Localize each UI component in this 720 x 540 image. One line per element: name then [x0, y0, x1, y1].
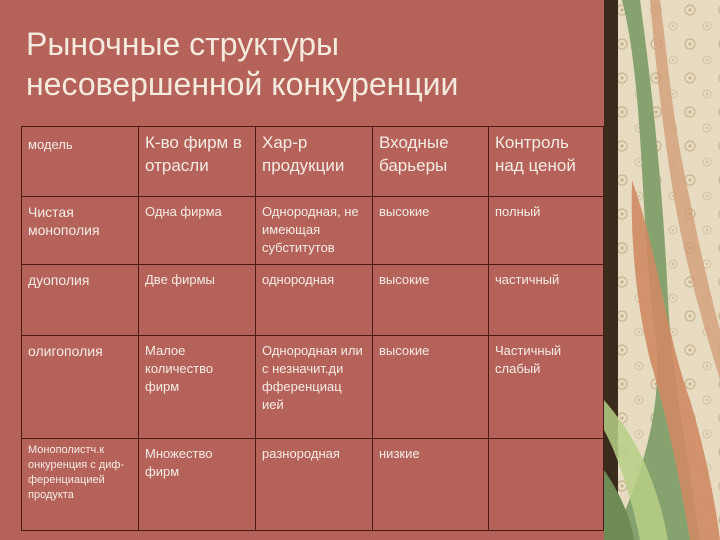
table-row [22, 336, 604, 439]
market-structures-table [21, 126, 604, 531]
table-row [22, 197, 604, 265]
header-cell: Контроль над ценой [489, 127, 604, 197]
table-cell: низкие [373, 439, 489, 531]
row-model-cell: олигополия [22, 336, 139, 439]
table-header-row [22, 127, 604, 197]
table-cell: Однородная или с незначит.ди фференциац ией [256, 336, 373, 439]
table-cell [489, 439, 604, 531]
table-cell: разнородная [256, 439, 373, 531]
header-cell: Входные барьеры [373, 127, 489, 197]
table-cell: однородная [256, 265, 373, 336]
table-row [22, 265, 604, 336]
header-cell: К-во фирм в отрасли [139, 127, 256, 197]
table-cell: Малое количество фирм [139, 336, 256, 439]
row-model-cell: Чистая монополия [22, 197, 139, 265]
title-line-1: Рыночные структуры [26, 26, 340, 62]
table-cell: Одна фирма [139, 197, 256, 265]
table-cell: Частичный слабый [489, 336, 604, 439]
table-cell: Множество фирм [139, 439, 256, 531]
table-cell: полный [489, 197, 604, 265]
title-line-2: несовершенной конкуренции [26, 66, 459, 102]
row-model-cell: Монополистч.к онкуренция с диф-ференциацией продукта [22, 439, 139, 531]
table-cell: высокие [373, 265, 489, 336]
table-cell: высокие [373, 336, 489, 439]
row-model-cell: дуополия [22, 265, 139, 336]
header-cell: модель [22, 127, 139, 197]
slide-title [26, 24, 606, 104]
header-cell: Хар-р продукции [256, 127, 373, 197]
table-cell: Две фирмы [139, 265, 256, 336]
table-cell: Однородная, не имеющая субститутов [256, 197, 373, 265]
table-cell: высокие [373, 197, 489, 265]
table-row [22, 439, 604, 531]
table-cell: частичный [489, 265, 604, 336]
